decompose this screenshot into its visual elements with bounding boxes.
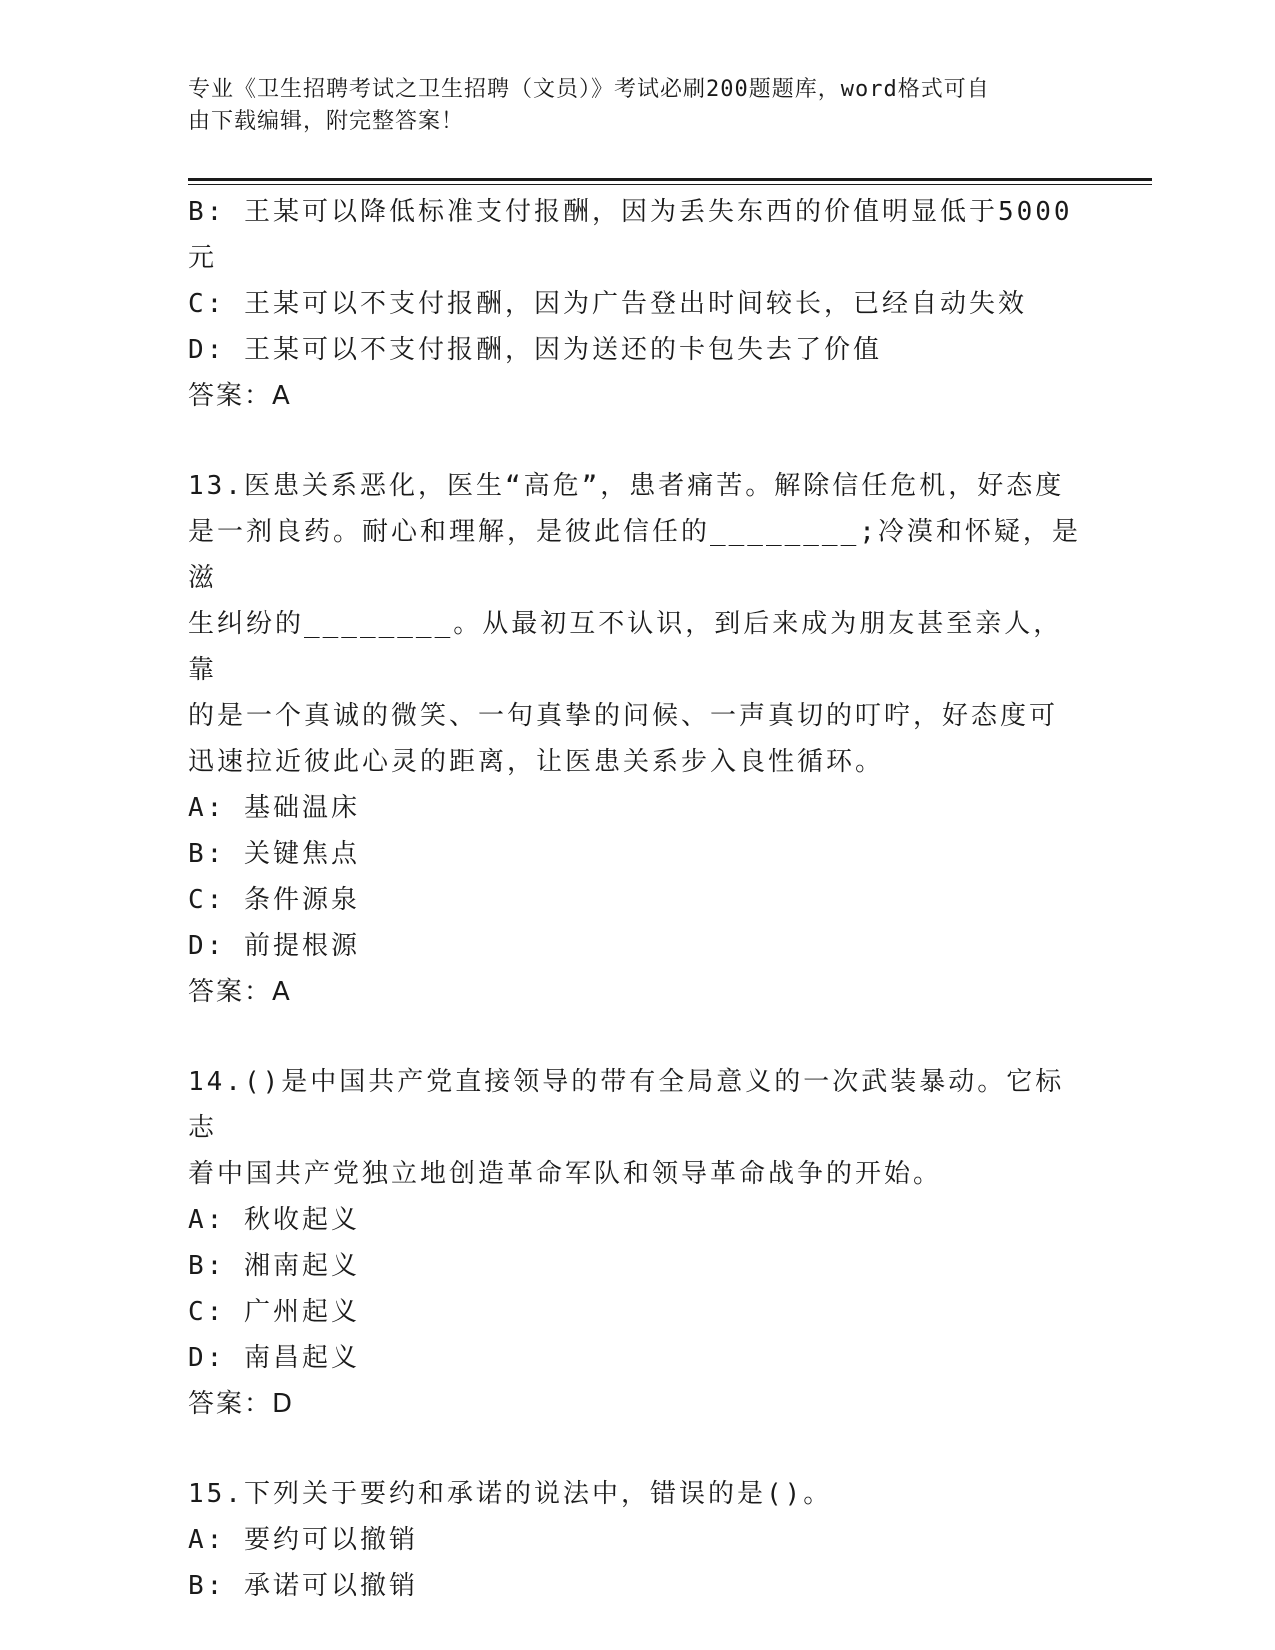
q13-option-b: B: 关键焦点 (188, 839, 360, 869)
q14-stem-line-2: 着中国共产党独立地创造革命军队和领导革命战争的开始。 (188, 1159, 943, 1189)
document-header (188, 74, 1068, 138)
q13-option-a: A: 基础温床 (188, 793, 360, 823)
q13-option-c: C: 条件源泉 (188, 885, 360, 915)
question-13 (188, 463, 1088, 1015)
q15-option-b: B: 承诺可以撤销 (188, 1571, 418, 1601)
q12-option-b-line-2: 元 (188, 243, 218, 273)
q14-answer: 答案：D (188, 1389, 295, 1419)
q12-option-c: C: 王某可以不支付报酬，因为广告登出时间较长，已经自动失效 (188, 289, 1027, 319)
document-body (188, 189, 1088, 1609)
q13-option-d: D: 前提根源 (188, 931, 360, 961)
q14-option-b: B: 湘南起义 (188, 1251, 360, 1281)
q13-stem-line-5: 迅速拉近彼此心灵的距离，让医患关系步入良性循环。 (188, 747, 885, 777)
question-12 (188, 189, 1088, 419)
q13-stem-line-3: 生纠纷的________。从最初互不认识，到后来成为朋友甚至亲人，靠 (188, 609, 1063, 685)
q12-option-d: D: 王某可以不支付报酬，因为送还的卡包失去了价值 (188, 335, 882, 365)
q15-stem-line-1: 15.下列关于要约和承诺的说法中，错误的是()。 (188, 1479, 833, 1509)
q14-option-c: C: 广州起义 (188, 1297, 360, 1327)
header-title-line-2: 由下载编辑，附完整答案！ (188, 109, 465, 134)
q12-option-b-line-1: B: 王某可以降低标准支付报酬，因为丢失东西的价值明显低于5000 (188, 197, 1073, 227)
header-divider-thick (188, 178, 1152, 181)
q13-stem-line-4: 的是一个真诚的微笑、一句真挚的问候、一声真切的叮咛，好态度可 (188, 701, 1059, 731)
header-title-line-1: 专业《卫生招聘考试之卫生招聘（文员）》考试必刷200题题库，word格式可自 (188, 77, 990, 102)
q13-stem-line-1: 13.医患关系恶化，医生“高危”，患者痛苦。解除信任危机，好态度 (188, 471, 1065, 501)
q15-option-a: A: 要约可以撤销 (188, 1525, 418, 1555)
q13-answer: 答案：A (188, 977, 292, 1007)
q14-option-d: D: 南昌起义 (188, 1343, 360, 1373)
question-15 (188, 1471, 1088, 1609)
q12-answer: 答案：A (188, 381, 292, 411)
q14-option-a: A: 秋收起义 (188, 1205, 360, 1235)
q13-stem-line-2: 是一剂良药。耐心和理解，是彼此信任的________;冷漠和怀疑，是滋 (188, 517, 1081, 593)
question-14 (188, 1059, 1088, 1427)
q14-stem-line-1: 14.()是中国共产党直接领导的带有全局意义的一次武装暴动。它标志 (188, 1067, 1065, 1143)
header-divider-thin (188, 184, 1152, 185)
